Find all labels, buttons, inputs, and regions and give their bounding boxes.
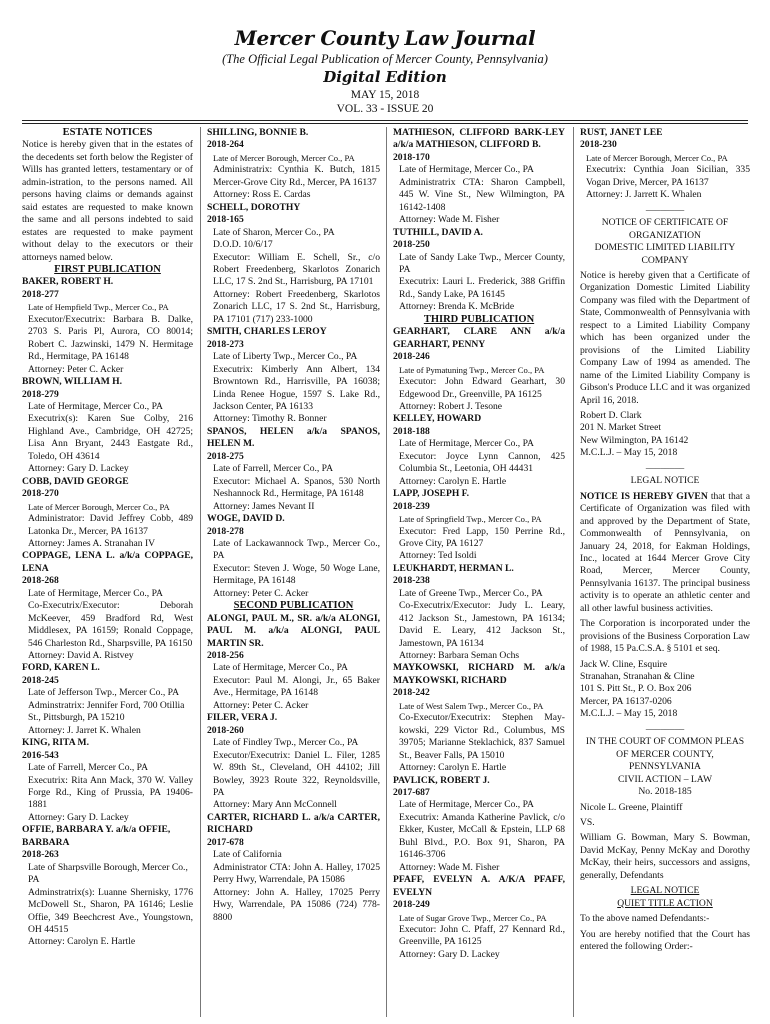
case-number: 2018-239 — [393, 500, 430, 512]
representative: Executor: Joyce Lynn Cannon, 425 Columbia St., Leetonia, OH 44431 — [399, 450, 565, 475]
decedent-name: LEUKHARDT, HERMAN L. — [393, 562, 514, 574]
representative: Administrator CTA: John A. Halley, 17025 Perry Hwy, Warrendale, PA 15086 — [213, 861, 380, 886]
representative: Executor: Paul M. Alongi, Jr., 65 Baker Ave., Hermitage, PA 16148 — [213, 674, 380, 699]
column-2 — [207, 127, 380, 1017]
case-number: 2018-263 — [22, 849, 59, 861]
case-number: 2017-687 — [393, 787, 430, 799]
attorney: Attorney: J. Jarrett K. Whalen — [586, 189, 702, 201]
decedent-name: FILER, VERA J. — [207, 712, 278, 724]
notice-body: Notice is hereby given that a Certificate of Organization Domestic Limited Liability Company was filed with the Department of State, Commonwealth of Pennsylvania with respect to a Limited Liability Company which has been organized under the provisions of the Limited Liability Company Law of 1994 as amended. The name of the Limited Liability Company is Gibson's Produce LLC and it was organized April 16, 2018. — [580, 269, 750, 406]
estate-entry — [22, 476, 193, 551]
estate-entry — [207, 202, 380, 327]
estate-entry — [393, 874, 565, 961]
representative: Administratrix CTA: Sharon Campbell, 445 W. Vine St., New Wilmington, PA 16142-1408 — [399, 176, 565, 213]
case-number: 2017-678 — [207, 836, 244, 848]
case-number: 2018-245 — [22, 674, 59, 686]
attorney: Attorney: Peter C. Acker — [213, 587, 309, 599]
residence: Late of Sharon, Mercer Co., PA — [213, 226, 335, 238]
notice-text: that that a Certificate of Organization was filed with and approved by the Department of State, Commonwealth of Pennsylvania, on January 24, 2018, for Eakman Holdings, Inc., located at 1644 Mercer Grove City Road, Mercer, Mercer County, Pennsylvania 16137. The principal business activity is to operate an athletic center and all other lawful business activities. — [580, 490, 750, 614]
representative: Co-Executor/Executrix: Stephen May-kowski, 229 Victor Rd., Columbus, MS 39705; Marianne Steklachick, 837 Samuel St., Beaver Falls, PA 15010 — [399, 712, 565, 761]
decedent-name: MAYKOWSKI, RICHARD M. a/k/a MAYKOWSKI, RICHARD — [393, 662, 565, 686]
court-notice — [580, 736, 750, 953]
decedent-name: ALONGI, PAUL M., SR. a/k/a ALONGI, PAUL M. a/k/a ALONGI, PAUL MARTIN SR. — [207, 612, 380, 649]
attorney: Attorney: Carolyn E. Hartle — [399, 475, 507, 487]
representative: Co-Executrix/Executor: Deborah McKeever, 459 Bradford Rd, West Middlesex, PA 16159; Ronald Coppage, 546 Charleston Rd., Sharpsville, PA 16150 — [28, 600, 193, 649]
case-number: 2018-256 — [207, 650, 244, 662]
residence: Late of Hermitage, Mercer Co., PA — [399, 799, 534, 811]
estate-entry — [393, 127, 565, 227]
first-publication-heading: FIRST PUBLICATION — [54, 263, 161, 275]
organization-notice — [580, 217, 750, 460]
case-number: 2018-277 — [22, 288, 59, 300]
column-3 — [393, 127, 565, 1017]
column-1 — [22, 127, 193, 1017]
residence: Late of California — [213, 849, 282, 861]
header-rule — [22, 120, 748, 121]
case-number: 2018-270 — [22, 488, 59, 500]
attorney: Attorney: Ted Isoldi — [399, 550, 477, 562]
attorney: Attorney: Timothy R. Bonner — [213, 413, 327, 425]
attorney: Attorney: Gary D. Lackey — [399, 948, 500, 960]
residence: Late of Hempfield Twp., Mercer Co., PA — [28, 302, 169, 313]
estate-entry — [393, 326, 565, 413]
signature-line: Stranahan, Stranahan & Cline — [580, 671, 695, 683]
residence: Late of Hermitage, Mercer Co., PA — [28, 400, 163, 412]
issue-date: MAY 15, 2018 — [350, 89, 420, 101]
residence: Late of Hermitage, Mercer Co., PA — [399, 438, 534, 450]
decedent-name: LAPP, JOSEPH F. — [393, 488, 470, 500]
attorney: Attorney: Gary D. Lackey — [28, 463, 129, 475]
residence: Late of Findley Twp., Mercer Co., PA — [213, 737, 359, 749]
estate-entry — [393, 227, 565, 314]
representative: Executor: Michael A. Spanos, 530 North Neshannock Rd., Hermitage, PA 16148 — [213, 475, 380, 500]
estate-entry — [393, 662, 565, 774]
signature-line: 101 S. Pitt St., P. O. Box 206 — [580, 683, 692, 695]
header-rule — [22, 123, 748, 124]
case-number: 2018-246 — [393, 351, 430, 363]
attorney: Attorney: James A. Stranahan IV — [28, 537, 156, 549]
case-number: 2018-268 — [22, 575, 59, 587]
attorney: Attorney: Carolyn E. Hartle — [399, 762, 507, 774]
estate-entry — [207, 513, 380, 600]
court-heading: CIVIL ACTION – LAW — [618, 773, 712, 785]
case-number: 2018-264 — [207, 139, 244, 151]
case-number: 2018-275 — [207, 450, 244, 462]
column-divider — [386, 127, 387, 1017]
estate-entry — [393, 413, 565, 488]
residence: Late of Mercer Borough, Mercer Co., PA — [213, 152, 355, 163]
second-publication-heading: SECOND PUBLICATION — [233, 600, 354, 612]
column-divider — [573, 127, 574, 1017]
residence: Late of Jefferson Twp., Mercer Co., PA — [28, 687, 180, 699]
notice-body — [580, 491, 750, 616]
attorney: Attorney: Peter C. Acker — [213, 699, 309, 711]
notice-body: The Corporation is incorporated under the provisions of the Business Corporation Law of 1988, 15 Pa.C.S.A. § 5101 et seq. — [580, 618, 750, 655]
legal-notice — [580, 475, 750, 721]
attorney: Attorney: John A. Halley, 17025 Perry Hwy, Warrendale, PA 15086 (724) 778-8800 — [213, 886, 380, 923]
estate-entry — [580, 127, 750, 202]
case-number: 2018-188 — [393, 425, 430, 437]
residence: Late of Mercer Borough, Mercer Co., PA — [586, 152, 728, 163]
notice-heading: LEGAL NOTICE — [630, 885, 700, 897]
decedent-name: CARTER, RICHARD L. a/k/a CARTER, RICHARD — [207, 811, 380, 836]
court-heading: OF MERCER COUNTY, — [616, 748, 714, 760]
court-heading: PENNSYLVANIA — [629, 761, 701, 773]
estate-entry — [393, 563, 565, 663]
section-divider: ________ — [645, 459, 685, 471]
date-of-death: D.O.D. 10/6/17 — [213, 239, 273, 251]
decedent-name: SHILLING, BONNIE B. — [207, 127, 309, 138]
case-number: No. 2018-185 — [638, 786, 692, 798]
notice-heading: LEGAL NOTICE — [630, 475, 700, 487]
attorney: Attorney: Robert J. Tesone — [399, 400, 503, 412]
residence: Late of Sharpsville Borough, Mercer Co., PA — [28, 861, 188, 886]
column-4 — [580, 127, 750, 1017]
residence: Late of Sandy Lake Twp., Mercer County, PA — [399, 251, 565, 275]
decedent-name: PAVLICK, ROBERT J. — [393, 774, 490, 786]
representative: Executor: John Edward Gearhart, 30 Edgewood Dr., Greenville, PA 16125 — [399, 376, 565, 400]
attorney: Attorney: James Nevant II — [213, 500, 315, 512]
attorney: Attorney: Wade M. Fisher — [399, 214, 500, 226]
case-number: 2018-242 — [393, 687, 430, 699]
attorney: Attorney: David A. Ristvey — [28, 650, 134, 662]
representative: Executor: John C. Pfaff, 27 Kennard Rd., Greenville, PA 16125 — [399, 924, 565, 948]
case-number: 2018-238 — [393, 575, 430, 587]
attorney: Attorney: Barbara Seman Ochs — [399, 650, 520, 662]
estate-entry — [207, 426, 380, 513]
journal-title: Mercer County Law Journal — [234, 26, 536, 50]
decedent-name: TUTHILL, DAVID A. — [393, 226, 483, 238]
decedent-name: OFFIE, BARBARA Y. a/k/a OFFIE, BARBARA — [22, 824, 171, 848]
decedent-name: RUST, JANET LEE — [580, 127, 663, 138]
representative: Executrix: Cynthia Joan Sicilian, 335 Vogan Drive, Mercer, PA 16137 — [586, 164, 750, 188]
representative: Executrix: Rita Ann Mack, 370 W. Valley Forge Rd., King of Prussia, PA 19406-1881 — [28, 774, 193, 811]
case-number: 2018-250 — [393, 239, 430, 251]
issue-volume: VOL. 33 - ISSUE 20 — [336, 103, 434, 115]
representative: Adminstratrix(s): Luanne Shernisky, 1776 McDowell St., Sharon, PA 16146; Leslie Offie, 349 Beechcrest Ave., Youngstown, OH 44515 — [28, 886, 193, 935]
case-number: 2018-260 — [207, 724, 244, 736]
notice-heading: NOTICE OF CERTIFICATE OF ORGANIZATION — [601, 217, 729, 241]
estate-entry — [22, 737, 193, 824]
representative: Administratrix: Cynthia K. Butch, 1815 Mercer-Grove City Rd., Mercer, PA 16137 — [213, 164, 380, 188]
decedent-name: KELLEY, HOWARD — [393, 413, 482, 425]
representative: Administrator: David Jeffrey Cobb, 489 Latonka Dr., Mercer, PA 16137 — [28, 513, 193, 537]
representative: Executrix(s): Karen Sue Colby, 216 Highland Ave., Cambridge, OH 42725; Lisa Ann Bryant, 2443 Eastgate Rd., Toledo, OH 43614 — [28, 413, 193, 462]
residence: Late of Sugar Grove Twp., Mercer Co., PA — [399, 912, 547, 923]
estate-entry — [22, 662, 193, 737]
signature-line: New Wilmington, PA 16142 — [580, 434, 689, 446]
residence: Late of Hermitage, Mercer Co., PA — [213, 662, 348, 674]
case-number: 2018-273 — [207, 338, 244, 350]
notice-lead: NOTICE IS HEREBY GIVEN — [580, 490, 708, 502]
case-number: 2016-543 — [22, 749, 59, 761]
attorney: Attorney: Carolyn E. Hartle — [28, 936, 136, 948]
estate-entry — [207, 613, 380, 713]
decedent-name: MATHIESON, CLIFFORD BARK-LEY a/k/a MATHIESON, CLIFFORD B. — [393, 127, 565, 151]
decedent-name: SCHELL, DOROTHY — [207, 201, 301, 213]
residence: Late of Hermitage, Mercer Co., PA — [28, 587, 163, 599]
representative: Executrix: Lauri L. Frederick, 388 Griffin Rd., Sandy Lake, PA 16145 — [399, 276, 565, 300]
section-divider: ________ — [645, 720, 685, 732]
representative: Executor: Fred Lapp, 150 Perrine Rd., Grove City, PA 16127 — [399, 525, 565, 549]
estate-notices-heading: ESTATE NOTICES — [62, 127, 153, 138]
journal-subtitle: (The Official Legal Publication of Mercer County, Pennsylvania) — [222, 52, 548, 66]
estate-entry — [22, 376, 193, 476]
representative: Executor/Executrix: Barbara B. Dalke, 2703 S. Paris Pl, Aurora, CO 80014; Robert C. Jazwinski, 1479 N. Hermitage Rd., Hermitage, PA 16148 — [28, 313, 193, 363]
estate-entry — [207, 326, 380, 426]
representative: Adminstratrix: Jennifer Ford, 700 Otillia St., Pittsburgh, PA 15210 — [28, 699, 185, 724]
notice-heading: DOMESTIC LIMITED LIABILITY COMPANY — [594, 242, 736, 266]
case-number: 2018-278 — [207, 525, 244, 537]
decedent-name: COPPAGE, LENA L. a/k/a COPPAGE, LENA — [22, 550, 193, 574]
representative: Executrix: Kimberly Ann Albert, 134 Browntown Rd., Harrisville, PA 16038; Linda Renee Hogue, 1597 S. Lake Rd., Jackson Center, PA 16133 — [213, 363, 380, 412]
attorney: Attorney: Wade M. Fisher — [399, 861, 500, 873]
decedent-name: GEARHART, CLARE ANN a/k/a GEARHART, PENNY — [393, 326, 565, 350]
estate-intro: Notice is hereby given that in the estates of the decedents set forth below the Register of Wills has granted letters, testamentary or of admin-istration, to the persons named. All persons having claims or demands against said estates are requested to make known the same and all persons indebted to said estates are requested to make payment without delay to the executors or their attorneys named below. — [22, 139, 193, 263]
defendants: William G. Bowman, Mary S. Bowman, David McKay, Penny McKay and Dorothy McKay, their heirs, successors and assigns, generally, Defendants — [580, 832, 750, 881]
estate-entry — [393, 488, 565, 563]
signature-line: Robert D. Clark — [580, 409, 642, 421]
decedent-name: COBB, DAVID GEORGE — [22, 475, 129, 487]
attorney: Attorney: J. Jarret K. Whalen — [28, 724, 141, 736]
residence: Late of Greene Twp., Mercer Co., PA — [399, 587, 543, 599]
residence: Late of Mercer Borough, Mercer Co., PA — [28, 501, 170, 512]
attorney: Attorney: Gary D. Lackey — [28, 811, 129, 823]
estate-entry — [207, 127, 380, 202]
residence: Late of Farrell, Mercer Co., PA — [28, 762, 149, 774]
signature-line: Jack W. Cline, Esquire — [580, 658, 668, 670]
estate-entry — [207, 712, 380, 812]
case-number: 2018-165 — [207, 214, 244, 226]
estate-entry — [22, 276, 193, 376]
residence: Late of Springfield Twp., Mercer Co., PA — [399, 514, 542, 525]
decedent-name: FORD, KAREN L. — [22, 662, 100, 674]
estate-entry — [22, 550, 193, 662]
residence: Late of Lackawannock Twp., Mercer Co., PA — [213, 537, 380, 562]
attorney: Attorney: Ross E. Cardas — [213, 189, 311, 201]
estate-entry — [207, 812, 380, 924]
decedent-name: SPANOS, HELEN a/k/a SPANOS, HELEN M. — [207, 425, 380, 450]
attorney: Attorney: Mary Ann McConnell — [213, 799, 337, 811]
plaintiff: Nicole L. Greene, Plaintiff — [580, 801, 683, 813]
decedent-name: PFAFF, EVELYN A. A/K/A PFAFF, EVELYN — [393, 874, 565, 898]
case-number: 2018-230 — [580, 139, 617, 151]
third-publication-heading: THIRD PUBLICATION — [423, 313, 535, 325]
notice-heading: QUIET TITLE ACTION — [617, 897, 713, 909]
decedent-name: KING, RITA M. — [22, 737, 89, 749]
court-heading: IN THE COURT OF COMMON PLEAS — [585, 736, 745, 748]
attorney: Attorney: Peter C. Acker — [28, 363, 124, 375]
decedent-name: WOGE, DAVID D. — [207, 513, 285, 525]
signature-line: M.C.L.J. – May 15, 2018 — [580, 447, 678, 459]
representative: Executrix: Amanda Katherine Pavlick, c/o Ekker, Kuster, McCall & Epstein, LLP 68 Buhl Blvd., P.O. Box 91, Sharon, PA 16146-3706 — [399, 811, 565, 861]
decedent-name: BAKER, ROBERT H. — [22, 276, 114, 288]
decedent-name: BROWN, WILLIAM H. — [22, 376, 123, 388]
decedent-name: SMITH, CHARLES LEROY — [207, 326, 327, 338]
attorney: Attorney: Robert Freedenberg, Skarlotos Zonarich LLC, 17 S. 2nd St., Harrisburg, PA 17101 (717) 233-1000 — [213, 288, 380, 325]
representative: Executor: Steven J. Woge, 50 Woge Lane, Hermitage, PA 16148 — [213, 562, 380, 587]
signature-line: M.C.L.J. – May 15, 2018 — [580, 708, 678, 720]
attorney: Attorney: Brenda K. McBride — [399, 301, 515, 313]
residence: Late of Liberty Twp., Mercer Co., PA — [213, 351, 358, 363]
residence: Late of Pymatuning Twp., Mercer Co., PA — [399, 364, 545, 375]
case-number: 2018-249 — [393, 899, 430, 911]
representative: Co-Executrix/Executor: Judy L. Leary, 412 Jackson St., Jamestown, PA 16134; David E. Leary, 412 Jackson St., Jamestown, PA 16134 — [399, 600, 565, 649]
column-divider — [200, 127, 201, 1017]
section-divider: ________ — [645, 201, 685, 213]
residence: Late of West Salem Twp., Mercer Co., PA — [399, 700, 544, 711]
residence: Late of Farrell, Mercer Co., PA — [213, 463, 334, 475]
signature-line: 201 N. Market Street — [580, 422, 661, 434]
signature-line: Mercer, PA 16137-0206 — [580, 695, 672, 707]
edition-label: Digital Edition — [323, 68, 447, 86]
estate-entry — [22, 824, 193, 949]
estate-entry — [393, 775, 565, 875]
residence: Late of Hermitage, Mercer Co., PA — [399, 164, 534, 176]
notice-body: To the above named Defendants:- — [580, 913, 710, 925]
case-number: 2018-279 — [22, 388, 59, 400]
case-number: 2018-170 — [393, 151, 430, 163]
notice-body: You are hereby notified that the Court has entered the following Order:- — [580, 928, 750, 953]
representative: Executor: William E. Schell, Sr., c/o Robert Freedenberg, Skarlotos Zonarich LLC, 17 S. 2nd St., Harrisburg, PA 17101 — [213, 251, 380, 288]
versus: VS. — [580, 817, 595, 829]
representative: Executor/Executrix: Daniel L. Filer, 1285 W. 89th St., Cleveland, OH 44102; Jill Bowley, 3923 Route 322, Reynoldsville, PA — [213, 749, 380, 799]
